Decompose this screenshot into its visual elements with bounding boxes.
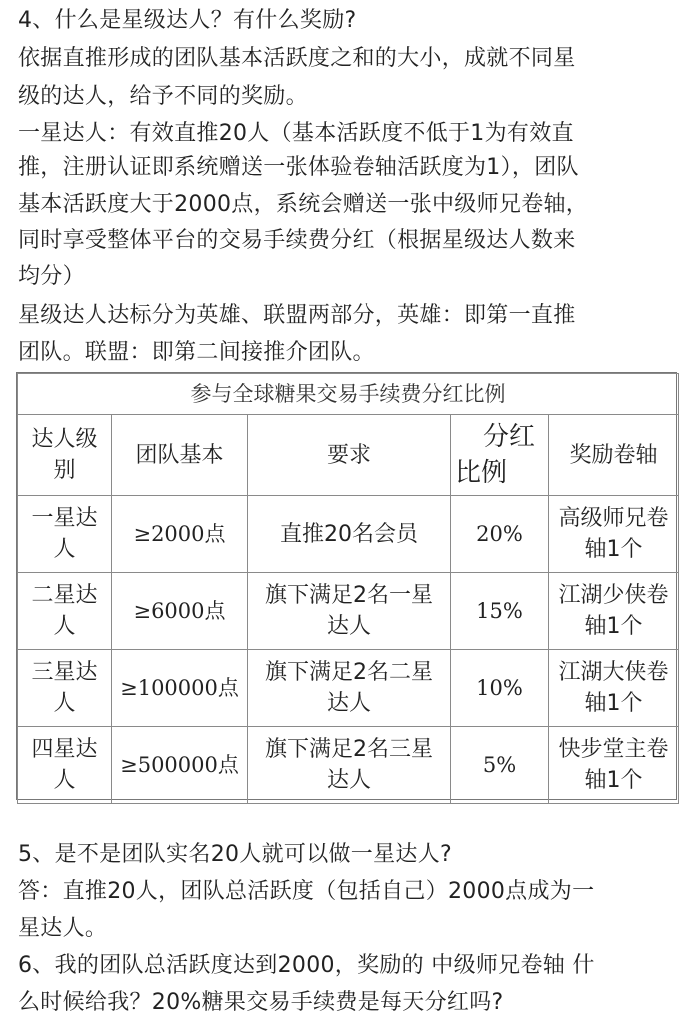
intro-line-6: 同时享受整体平台的交易手续费分红（根据星级达人数来 [18,228,576,253]
intro-line-9: 团队。联盟：即第二间接推介团队。 [18,340,375,365]
row-level: 四星达 人 [18,727,112,804]
intro-line-1: 依据直推形成的团队基本活跃度之和的大小，成就不同星 [18,46,576,71]
row-requirement: 旗下满足2名一星 达人 [248,573,451,650]
answer-5-line-1: 答：直推20人，团队总活跃度（包括自己）2000点成为一 [18,879,595,904]
row-base: ≥500000点 [112,727,248,804]
table-row [18,727,679,804]
question-5: 5、是不是团队实名20人就可以做一星达人? [18,842,452,867]
row-base: ≥6000点 [112,573,248,650]
intro-line-5: 基本活跃度大于2000点，系统会赠送一张中级师兄卷轴， [18,192,589,217]
intro-line-2: 级的达人，给予不同的奖励。 [18,84,308,109]
row-reward: 江湖大侠卷 轴1个 [549,650,679,727]
row-reward: 高级师兄卷 轴1个 [549,496,679,573]
header-level: 达人级 别 [18,415,112,496]
header-reward: 奖励卷轴 [549,415,679,496]
row-base: ≥2000点 [112,496,248,573]
table-row [18,573,679,650]
row-requirement: 旗下满足2名三星 达人 [248,727,451,804]
intro-line-8: 星级达人达标分为英雄、联盟两部分，英雄：即第一直推 [18,303,576,328]
table-header-row [18,415,679,496]
row-level: 一星达 人 [18,496,112,573]
row-ratio: 20% [451,496,549,573]
row-level: 二星达 人 [18,573,112,650]
answer-5-line-2: 星达人。 [18,916,108,941]
table-row [18,650,679,727]
row-reward: 江湖少侠卷 轴1个 [549,573,679,650]
question-4-title: 4、什么是星级达人？有什么奖励? [18,8,357,33]
header-ratio: 分红 比例 [451,415,549,496]
row-requirement: 直推20名会员 [248,496,451,573]
dividend-table [16,372,677,800]
header-base: 团队基本 [112,415,248,496]
row-reward: 快步堂主卷 轴1个 [549,727,679,804]
table-caption: 参与全球糖果交易手续费分红比例 [18,374,679,415]
question-6-line-2: 么时候给我？20%糖果交易手续费是每天分红吗? [18,990,504,1015]
intro-line-3: 一星达人：有效直推20人（基本活跃度不低于1为有效直 [18,121,574,146]
header-requirement: 要求 [248,415,451,496]
question-6-line-1: 6、我的团队总活跃度达到2000，奖励的 中级师兄卷轴 什 [18,953,595,978]
table-row [18,496,679,573]
row-ratio: 15% [451,573,549,650]
row-ratio: 10% [451,650,549,727]
row-level: 三星达 人 [18,650,112,727]
row-base: ≥100000点 [112,650,248,727]
row-ratio: 5% [451,727,549,804]
row-requirement: 旗下满足2名二星 达人 [248,650,451,727]
intro-line-4: 推，注册认证即系统赠送一张体验卷轴活跃度为1），团队 [18,155,579,180]
intro-line-7: 均分） [18,264,85,289]
